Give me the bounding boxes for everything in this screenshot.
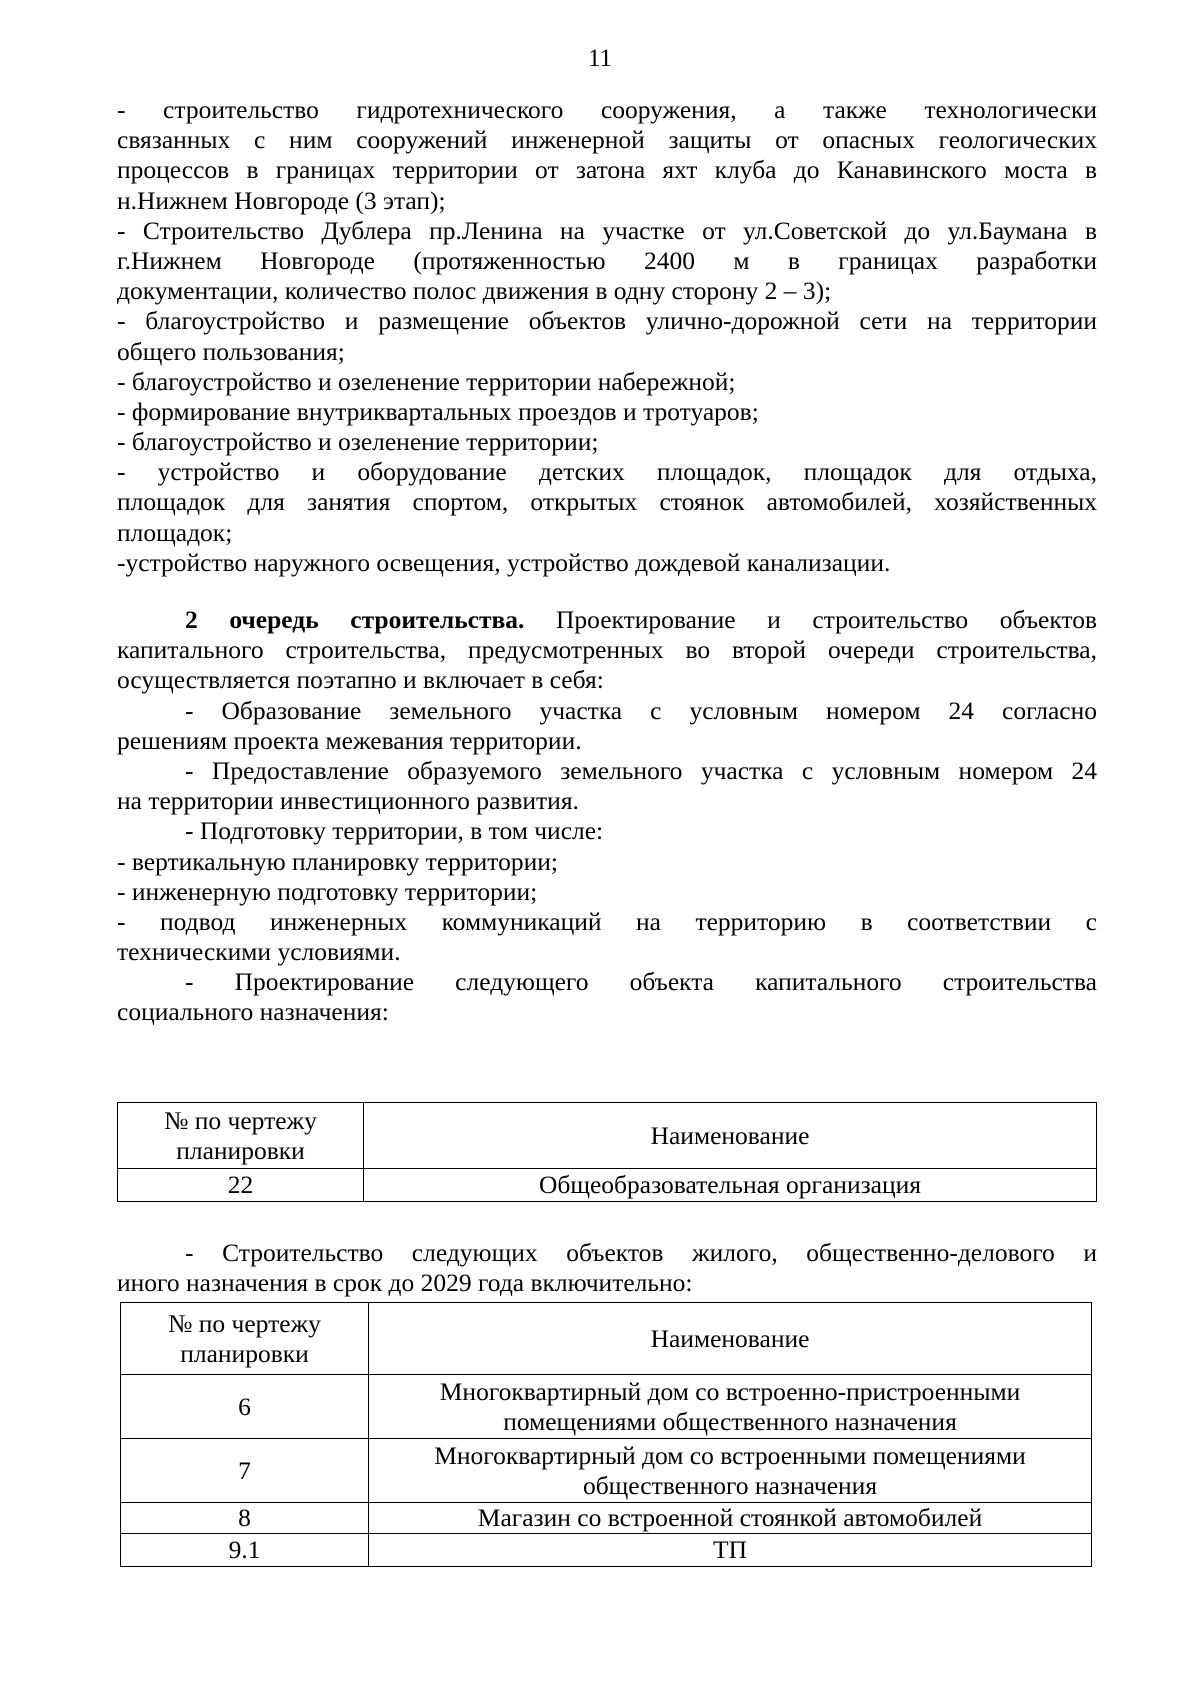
cell-text-line: Многоквартирный дом со встроенными помещениями <box>434 1440 1026 1470</box>
text-line: - строительство гидротехнического сооружения, а также технологически <box>117 95 1097 124</box>
cell-text-line: общественного назначения <box>582 1470 878 1500</box>
text-line: -устройство наружного освещения, устройство дождевой канализации. <box>117 547 891 577</box>
text-line: - Строительство следующих объектов жилого, общественно-делового и <box>185 1238 1097 1267</box>
text-line: - подвод инженерных коммуникаций на территорию в соответствии с <box>117 906 1097 936</box>
cell-drawing-number: 9.1 <box>121 1534 369 1567</box>
second-queue-heading: 2 очередь строительства. <box>185 605 525 634</box>
text-line: осуществляется поэтапно и включает в себя: <box>117 665 604 695</box>
header-name: Наименование <box>364 1103 1097 1169</box>
text-line: документации, количество полос движения в одну сторону 2 – 3); <box>117 276 832 306</box>
cell-drawing-number: 6 <box>121 1375 369 1439</box>
table-header-row <box>118 1103 1097 1169</box>
table-row <box>121 1534 1092 1567</box>
cell-text-line: Магазин со встроенной стоянкой автомобилей <box>477 1503 983 1532</box>
header-drawing-number <box>118 1103 364 1169</box>
cell-object-name <box>364 1169 1097 1202</box>
second-queue-first-line <box>117 605 1097 635</box>
cell-object-name <box>369 1375 1092 1439</box>
text-line: площадок; <box>117 517 233 547</box>
text-line: - Проектирование следующего объекта капитального строительства <box>185 967 1097 997</box>
text-line: техническими условиями. <box>117 937 401 967</box>
text-line: - Строительство Дублера пр.Ленина на участке от ул.Советской до ул.Баумана в <box>117 215 1097 245</box>
residential-object-table <box>120 1302 1092 1567</box>
social-object-table <box>117 1102 1097 1202</box>
cell-object-name <box>369 1439 1092 1503</box>
table-row <box>118 1169 1097 1202</box>
cell-text-line: Многоквартирный дом со встроенно-пристроенными <box>439 1376 1021 1406</box>
construction-intro <box>117 1238 1097 1298</box>
text-line: иного назначения в срок до 2029 года включительно: <box>117 1268 693 1298</box>
cell-drawing-number: 8 <box>121 1503 369 1534</box>
second-queue-intro: Проектирование и строительство объектов <box>524 605 1097 634</box>
cell-drawing-number: 7 <box>121 1439 369 1503</box>
header-text-line: планировки <box>176 1135 305 1165</box>
text-line: - устройство и оборудование детских площадок, площадок для отдыха, <box>117 457 1097 487</box>
text-line: - Подготовку территории, в том числе: <box>185 816 604 846</box>
text-line: капитального строительства, предусмотренных во второй очереди строительства, <box>117 635 1097 665</box>
page-number: 11 <box>587 45 613 72</box>
cell-text-line: Общеобразовательная организация <box>538 1170 922 1199</box>
text-line: - инженерную подготовку территории; <box>117 876 538 906</box>
text-line: - вертикальную планировку территории; <box>117 846 558 876</box>
text-line: - благоустройство и озеленение территории набережной; <box>117 366 736 396</box>
header-text-line: № по чертежу <box>164 1105 317 1135</box>
text-line: решениям проекта межевания территории. <box>117 725 582 755</box>
text-line: площадок для занятия спортом, открытых стоянок автомобилей, хозяйственных <box>117 487 1097 517</box>
text-line: - формирование внутриквартальных проездов и тротуаров; <box>117 396 759 426</box>
list-first-queue <box>117 95 1097 578</box>
text-line: г.Нижнем Новгороде (протяженностью 2400 м в границах разработки <box>117 245 1097 275</box>
header-text-line: № по чертежу <box>168 1308 321 1338</box>
text-line: - благоустройство и озеленение территории; <box>117 427 599 457</box>
text-line: процессов в границах территории от затона яхт клуба до Канавинского моста в <box>117 155 1097 185</box>
second-queue-section <box>117 605 1097 1028</box>
cell-drawing-number: 22 <box>118 1169 364 1202</box>
cell-object-name <box>369 1534 1092 1567</box>
text-line: н.Нижнем Новгороде (3 этап); <box>117 185 446 215</box>
header-drawing-number <box>121 1303 369 1375</box>
table-row <box>121 1375 1092 1439</box>
text-line: связанных с ним сооружений инженерной защиты от опасных геологических <box>117 125 1097 155</box>
cell-text-line: ТП <box>713 1535 747 1564</box>
text-line: на территории инвестиционного развития. <box>117 786 579 816</box>
table-row <box>121 1439 1092 1503</box>
header-name: Наименование <box>369 1303 1092 1375</box>
text-line: - Предоставление образуемого земельного участка с условным номером 24 <box>185 755 1097 785</box>
text-line: - Образование земельного участка с условным номером 24 согласно <box>185 695 1097 725</box>
table-row <box>121 1503 1092 1534</box>
cell-object-name <box>369 1503 1092 1534</box>
header-text-line: планировки <box>180 1338 309 1368</box>
text-line: - благоустройство и размещение объектов улично-дорожной сети на территории <box>117 306 1097 336</box>
table-header-row <box>121 1303 1092 1375</box>
text-line: общего пользования; <box>117 336 345 366</box>
text-line: социального назначения: <box>117 997 389 1027</box>
cell-text-line: помещениями общественного назначения <box>503 1406 957 1436</box>
